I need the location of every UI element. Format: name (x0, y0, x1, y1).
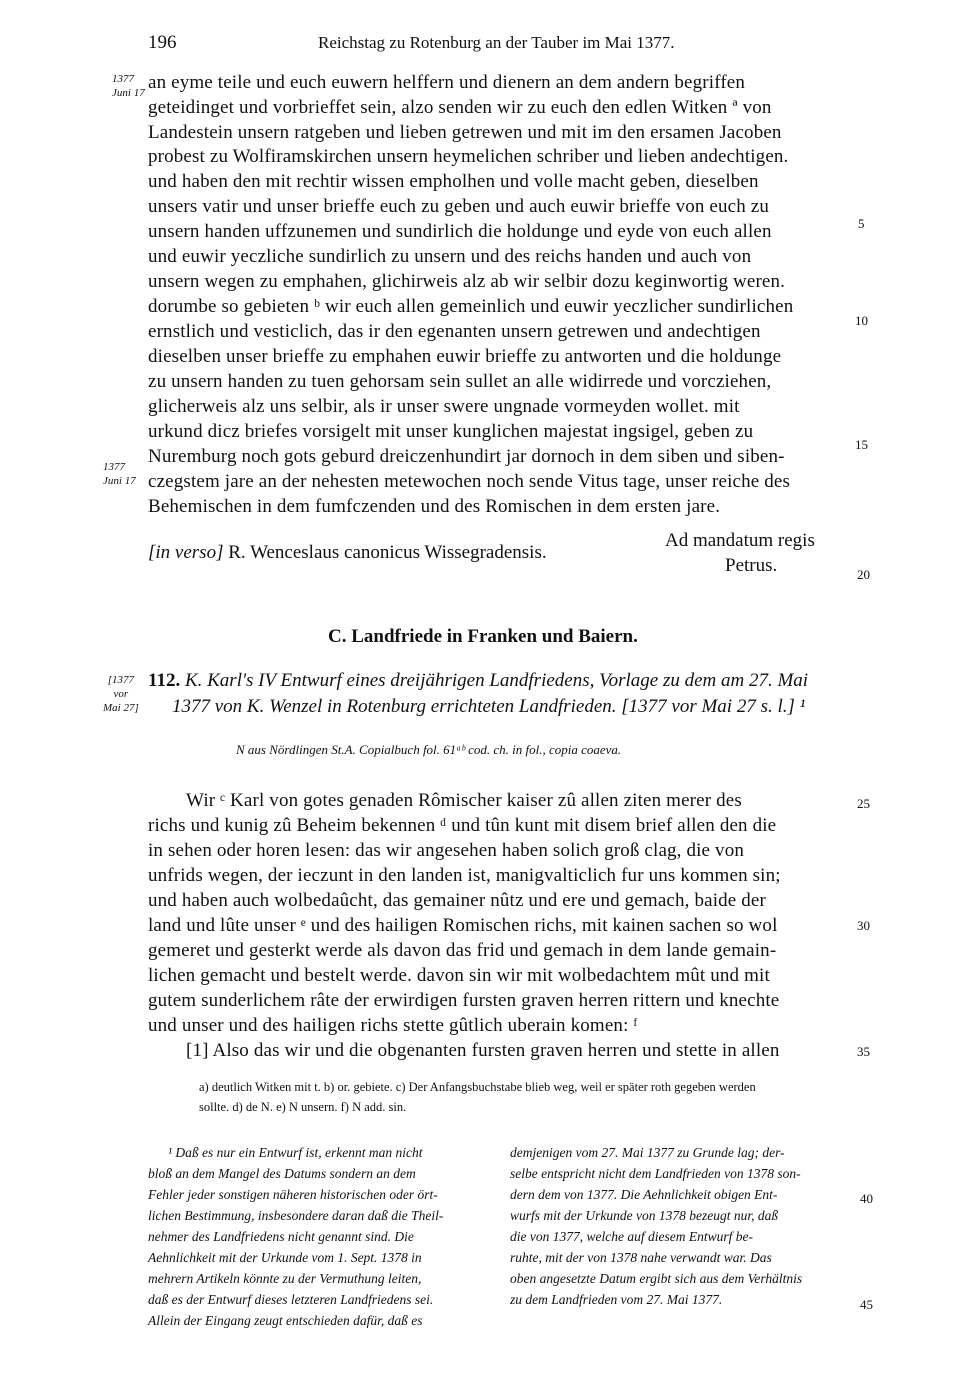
text-line: gemeret und gesterkt werde als davon das frid und gemach in dem lande gemain- (148, 940, 777, 961)
margin-note-date: 1377 Juni 17 (112, 73, 145, 99)
line-number: 5 (858, 216, 865, 231)
text-line: dorumbe so gebieten ᵇ wir euch allen gemeinlich und euwir yeczlicher sundirlichen (148, 296, 794, 317)
footnote-line: die von 1377, welche auf diesem Entwurf be- (510, 1229, 753, 1244)
text-line: czegstem jare an der nehesten metewochen noch sende Vitus tage, unser reiche des (148, 471, 790, 492)
source-note: N aus Nördlingen St.A. Copialbuch fol. 61ᵃᵇ cod. ch. in fol., copia coaeva. (236, 742, 622, 757)
line-number: 45 (860, 1297, 873, 1312)
footnote-line: mehrern Artikeln könnte zu der Vermuthung leiten, (148, 1271, 422, 1286)
text-line: und haben auch wolbedaûcht, das gemainer nûtz und ere und gemach, baide der (148, 890, 766, 911)
entry-title: K. Karl's IV Entwurf eines dreijährigen Landfriedens, Vorlage zu dem am 27. Mai (184, 670, 809, 691)
text-line: und unser und des hailigen richs stette gûtlich uberain komen: ᶠ (148, 1015, 638, 1036)
entry-title-line: 1377 von K. Wenzel in Rotenburg errichteten Landfrieden. [1377 vor Mai 27 s. l.] ¹ (172, 696, 806, 717)
footnote-line: ruhte, mit der von 1378 nahe verwandt war. Das (510, 1250, 772, 1265)
text-line: Wir ᶜ Karl von gotes genaden Rômischer kaiser zû allen ziten merer des (186, 790, 742, 811)
text-line: geteidinget und vorbrieffet sein, alzo senden wir zu euch den edlen Witken ª von (148, 97, 772, 118)
text-line: glicherweis alz uns selbir, als ir unser swere ungnade vormeyden wollet. mit (148, 396, 740, 417)
text-line: richs und kunig zû Beheim bekennen ᵈ und tûn kunt mit disem brief allen den die (148, 815, 777, 836)
footnote-line: demjenigen vom 27. Mai 1377 zu Grunde lag; der- (510, 1145, 785, 1160)
text-line: unsers vatir und unser brieffe euch zu geben und auch euwir brieffe von euch zu (148, 196, 770, 217)
text-line: dieselben unser brieffe zu emphahen euwir brieffe zu antworten und die holdunge (148, 346, 782, 367)
text-line: und haben den mit rechtir wissen empholhen und volle macht geben, dieselben (148, 171, 759, 192)
text-line: Nuremburg noch gots geburd dreiczenhundirt jar dornoch in dem siben und siben- (148, 446, 785, 467)
text-line: und euwir yeczliche sundirlich zu unsern und des reichs handen und auch von (148, 246, 752, 267)
text-line: land und lûte unser ᵉ und des hailigen Romischen richs, mit kainen sachen so wol (148, 915, 778, 936)
footnote-line: Fehler jeder sonstigen näheren historischen oder ört- (148, 1187, 438, 1202)
running-title: Reichstag zu Rotenburg an der Tauber im Mai 1377. (318, 33, 675, 52)
section-heading: C. Landfriede in Franken und Baiern. (328, 626, 638, 647)
mandate-signer: Petrus. (725, 555, 778, 576)
footnote-line: daß es der Entwurf dieses letzteren Landfriedens sei. (148, 1292, 434, 1307)
footnote-line: nehmer des Landfriedens nicht genannt sind. Die (148, 1229, 414, 1244)
entry-title-line (148, 670, 808, 692)
text-line: in sehen oder horen lesen: das wir angesehen haben solich groß clag, die von (148, 840, 744, 861)
footnote-line: Aehnlichkeit mit der Urkunde vom 1. Sept. 1378 in (148, 1250, 422, 1265)
verso-note (148, 542, 547, 564)
text-line: unsern handen uffzunemen und sundirlich die holdunge und eyde von euch allen (148, 221, 772, 242)
text-line: unfrids wegen, der ieczunt in den landen ist, manigvalticlich fur uns kommen sin; (148, 865, 781, 886)
footnote-line: ¹ Daß es nur ein Entwurf ist, erkennt man nicht (168, 1145, 423, 1160)
margin-note-date: [1377 vor Mai 27] (103, 674, 139, 714)
text-line: probest zu Wolfiramskirchen unsern heymelichen schriber und lieben andechtigen. (148, 146, 789, 167)
line-number: 25 (857, 796, 870, 811)
variant-note-line: a) deutlich Witken mit t. b) or. gebiete. c) Der Anfangsbuchstabe blieb weg, weil er später roth gegeben werden (199, 1080, 756, 1094)
footnote-line: bloß an dem Mangel des Datums sondern an dem (148, 1166, 416, 1181)
line-number: 40 (860, 1191, 873, 1206)
text-line: gutem sunderlichem râte der erwirdigen fursten graven herren rittern und knechte (148, 990, 780, 1011)
text-line: Landestein unsern ratgeben und lieben getrewen und mit im den ersamen Jacoben (148, 122, 782, 143)
line-number: 30 (857, 918, 870, 933)
text-line: [1] Also das wir und die obgenanten fursten graven herren und stette in allen (186, 1040, 780, 1061)
text-line: lichen gemacht und bestelt werde. davon sin wir mit wolbedachtem mût und mit (148, 965, 770, 986)
line-number: 10 (855, 313, 868, 328)
text-line: an eyme teile und euch euwern helffern und dienern an dem andern begriffen (148, 72, 746, 93)
text-line: urkund dicz briefes vorsigelt mit unser kunglichen majestat ingsigel, geben zu (148, 421, 754, 442)
footnote-line: Allein der Eingang zeugt entschieden dafür, daß es (148, 1313, 423, 1328)
line-number: 35 (857, 1044, 870, 1059)
line-number: 20 (857, 567, 870, 582)
verso-text: R. Wenceslaus canonicus Wissegradensis. (228, 542, 547, 563)
text-line: unsern wegen zu emphahen, glichirweis alz ab wir selbir dozu keginwortig weren. (148, 271, 786, 292)
line-number: 15 (855, 437, 868, 452)
footnote-line: selbe entspricht nicht dem Landfrieden von 1378 son- (510, 1166, 801, 1181)
text-line: zu unsern handen zu tuen gehorsam sein sullet an alle widirrede und vorcziehen, (148, 371, 772, 392)
margin-note-date: 1377 Juni 17 (103, 461, 136, 487)
footnote-line: dern dem von 1377. Die Aehnlichkeit obigen Ent- (510, 1187, 778, 1202)
entry-number: 112. (148, 670, 181, 691)
text-line: Behemischen in dem fumfczenden und des Romischen in dem ersten jare. (148, 496, 721, 517)
verso-label: [in verso] (148, 542, 224, 563)
footnote-line: zu dem Landfrieden vom 27. Mai 1377. (510, 1292, 723, 1307)
footnote-line: wurfs mit der Urkunde von 1378 bezeugt nur, daß (510, 1208, 779, 1223)
mandate-line: Ad mandatum regis (665, 530, 815, 551)
footnote-line: oben angesetzte Datum ergibt sich aus dem Verhältnis (510, 1271, 803, 1286)
footnote-line: lichen Bestimmung, insbesondere daran daß die Theil- (148, 1208, 444, 1223)
page-number: 196 (148, 32, 177, 53)
variant-note-line: sollte. d) de N. e) N unsern. f) N add. sin. (199, 1100, 407, 1114)
text-line: ernstlich und vesticlich, das ir den egenanten unsern getrewen und andechtigen (148, 321, 761, 342)
